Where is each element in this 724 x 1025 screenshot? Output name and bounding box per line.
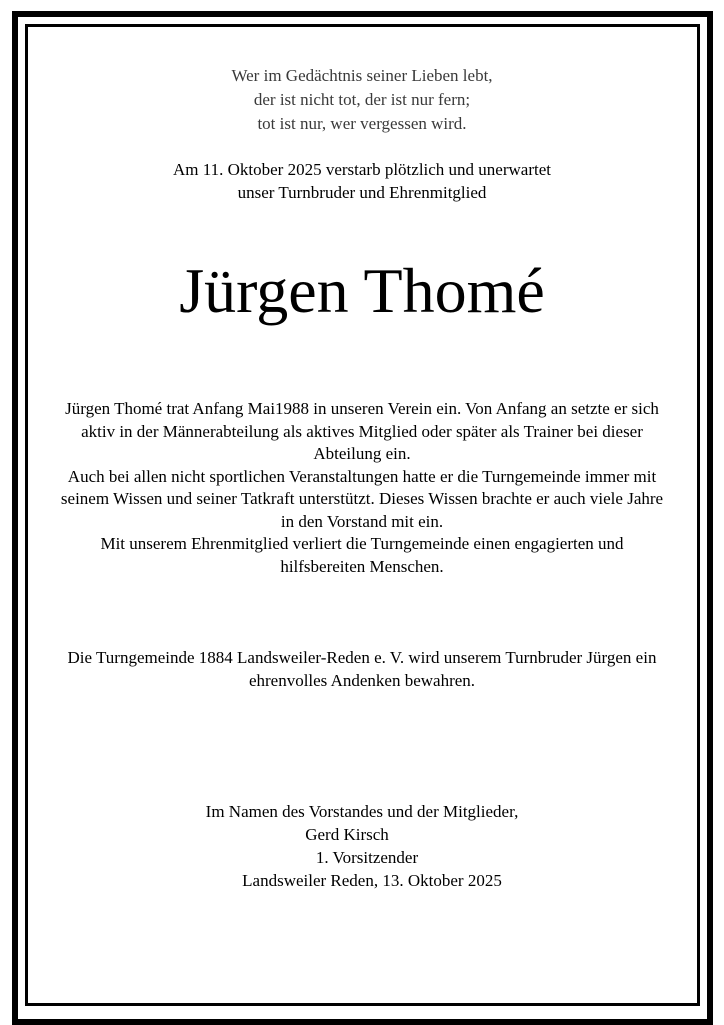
bio-paragraph: Auch bei allen nicht sportlichen Veranstaltungen hatte er die Turngemeinde immer mit seinem Wissen und seiner Tatkraft unterstützt. Dieses Wissen brachte er auch viele Jahre in den Vorstand mit ein.: [60, 466, 664, 531]
poem-line: Wer im Gedächtnis seiner Lieben lebt,: [231, 66, 493, 85]
bio-paragraph: Mit unserem Ehrenmitglied verliert die Turngemeinde einen engagierten und hilfsbereiten Menschen.: [100, 534, 624, 576]
farewell-text: Die Turngemeinde 1884 Landsweiler-Reden e. V. wird unserem Turnbruder Jürgen ein ehrenvolles Andenken bewahren.: [67, 648, 657, 690]
deceased-name: Jürgen Thomé: [179, 255, 545, 326]
signatory-role: 1. Vorsitzender: [315, 848, 419, 867]
poem-line: der ist nicht tot, der ist nur fern;: [253, 90, 471, 109]
signature-intro: Im Namen des Vorstandes und der Mitglieder,: [205, 802, 519, 821]
poem-quote: [0, 64, 724, 136]
signatory-name: Gerd Kirsch: [305, 825, 389, 844]
bio-paragraph: Jürgen Thomé trat Anfang Mai1988 in unseren Verein ein. Von Anfang an setzte er sich aktiv in der Männerabteilung als aktives Mitglied oder später als Trainer bei dieser Abteilung ein.: [65, 399, 659, 463]
biography: [60, 398, 664, 578]
intro-line: unser Turnbruder und Ehrenmitglied: [237, 183, 487, 202]
poem-line: tot ist nur, wer vergessen wird.: [257, 114, 467, 133]
intro-line: Am 11. Oktober 2025 verstarb plötzlich und unerwartet: [173, 160, 551, 179]
signature-block: [0, 800, 724, 892]
death-announcement: [0, 158, 724, 204]
place-date: Landsweiler Reden, 13. Oktober 2025: [242, 871, 502, 890]
